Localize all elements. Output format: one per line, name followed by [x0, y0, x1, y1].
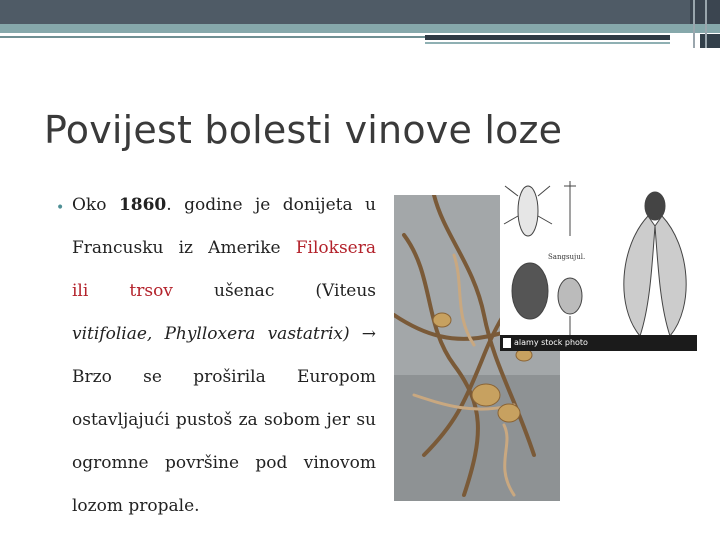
text-line: Brzo se proširila Europom: [72, 367, 376, 387]
phylloxera-illustration: [500, 166, 697, 351]
header-divider: [705, 0, 707, 48]
header-light-segment: [425, 42, 670, 44]
bullet-text: [72, 184, 376, 528]
insect-label: Sangsujul.: [548, 253, 586, 261]
header-bar: [0, 0, 720, 24]
alamy-logo-icon: [503, 338, 511, 348]
slide-title: Povijest bolesti vinove loze: [44, 108, 563, 152]
header-thin-line: [0, 36, 425, 38]
text-line: ogromne površine pod vinovom: [72, 453, 376, 473]
watermark-text: alamy stock photo: [514, 338, 588, 347]
text-line: vitifoliae, Phylloxera vastatrix) →: [72, 324, 376, 344]
bullet-icon: •: [56, 200, 65, 216]
header-right-block: [700, 34, 720, 48]
watermark-bar: [500, 335, 697, 351]
text-line: ili trsov ušenac (Viteus: [72, 281, 376, 301]
header-accent-bar: [0, 24, 720, 33]
text-line: Oko 1860. godine je donijeta u: [72, 195, 376, 215]
header-dark-segment: [425, 35, 670, 40]
text-line: Francusku iz Amerike Filoksera: [72, 238, 376, 258]
text-line: lozom propale.: [72, 496, 200, 516]
text-line: ostavljajući pustoš za sobom jer su: [72, 410, 376, 430]
header-divider: [693, 0, 695, 48]
